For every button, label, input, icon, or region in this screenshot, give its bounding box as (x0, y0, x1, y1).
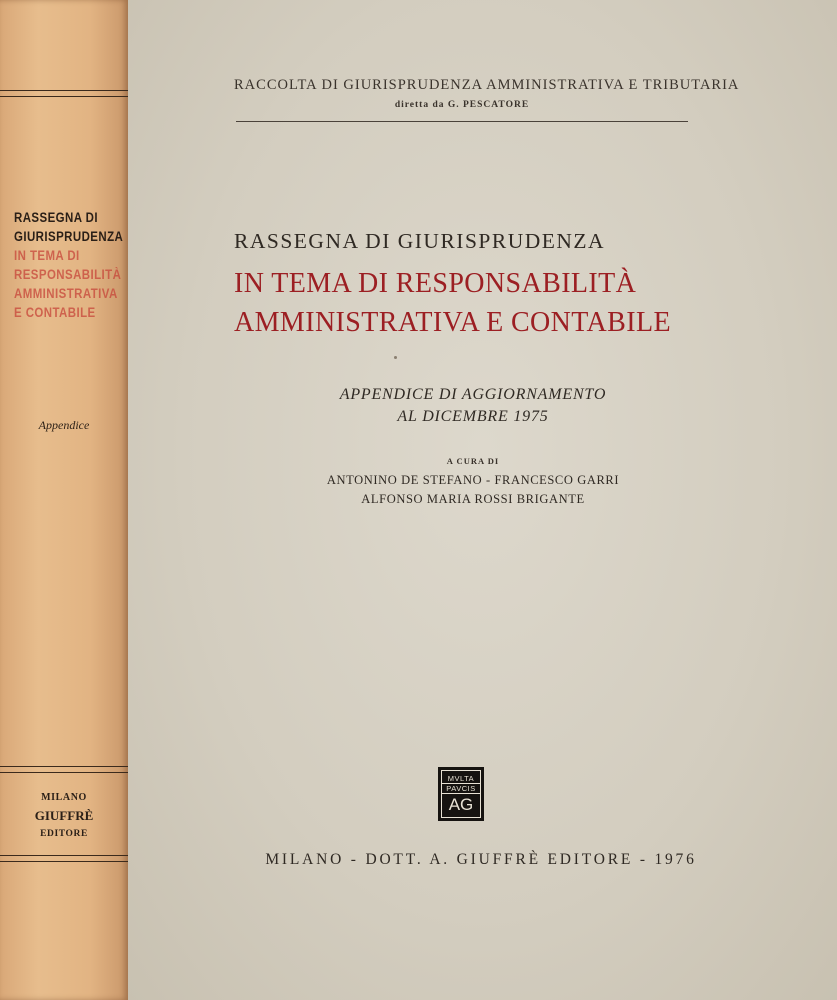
logo-initials: AG (448, 794, 474, 814)
spine-publisher-role: EDITORE (40, 829, 88, 839)
spine-subtitle-line: RESPONSABILITÀ (14, 267, 122, 282)
logo-motto-1: MVLTA (442, 774, 480, 784)
appendix-line-1: APPENDICE DI AGGIORNAMENTO (339, 386, 607, 403)
appendix-line-2: AL DICEMBRE 1975 (397, 408, 549, 425)
spine-rule-top (0, 90, 128, 91)
paper-speck (394, 356, 397, 359)
series-editor: diretta da G. PESCATORE (394, 100, 530, 110)
spine-subtitle-line: IN TEMA DI (14, 248, 80, 263)
book-title-line-1: RASSEGNA DI GIURISPRUDENZA (234, 229, 606, 253)
book-title-line-3: AMMINISTRATIVA E CONTABILE (234, 307, 671, 338)
spine-rule-top-2 (0, 96, 128, 97)
spine-title-line: GIURISPRUDENZA (14, 229, 124, 244)
spine-title (14, 208, 124, 322)
series-title: RACCOLTA DI GIURISPRUDENZA AMMINISTRATIVA E TRIBUTARIA (234, 77, 740, 93)
spine-rule-bottom-2 (0, 772, 128, 773)
publisher-logo (438, 767, 484, 821)
spine-publisher-city: MILANO (41, 792, 87, 803)
spine-publisher-name: GIUFFRÈ (34, 808, 94, 823)
spine-subtitle-line: AMMINISTRATIVA (14, 286, 118, 301)
spine-rule-bottom (0, 766, 128, 767)
spine-publisher (0, 789, 128, 843)
publisher-imprint: MILANO - DOTT. A. GIUFFRÈ EDITORE - 1976 (265, 851, 697, 868)
spine-label: Appendice (38, 418, 90, 432)
editors-line-2: ALFONSO MARIA ROSSI BRIGANTE (361, 492, 585, 506)
book-cover (128, 0, 837, 1000)
book-spine (0, 0, 128, 1000)
spine-rule-foot-2 (0, 861, 128, 862)
spine-title-line: RASSEGNA DI (14, 210, 98, 225)
spine-subtitle-line: E CONTABILE (14, 305, 96, 320)
book-title-line-2: IN TEMA DI RESPONSABILITÀ (234, 268, 637, 299)
logo-motto-2: PAVCIS (442, 784, 480, 794)
editors-intro: A CURA DI (446, 456, 500, 466)
header-rule (236, 121, 688, 122)
spine-rule-foot (0, 855, 128, 856)
editors-line-1: ANTONINO DE STEFANO - FRANCESCO GARRI (326, 473, 620, 487)
